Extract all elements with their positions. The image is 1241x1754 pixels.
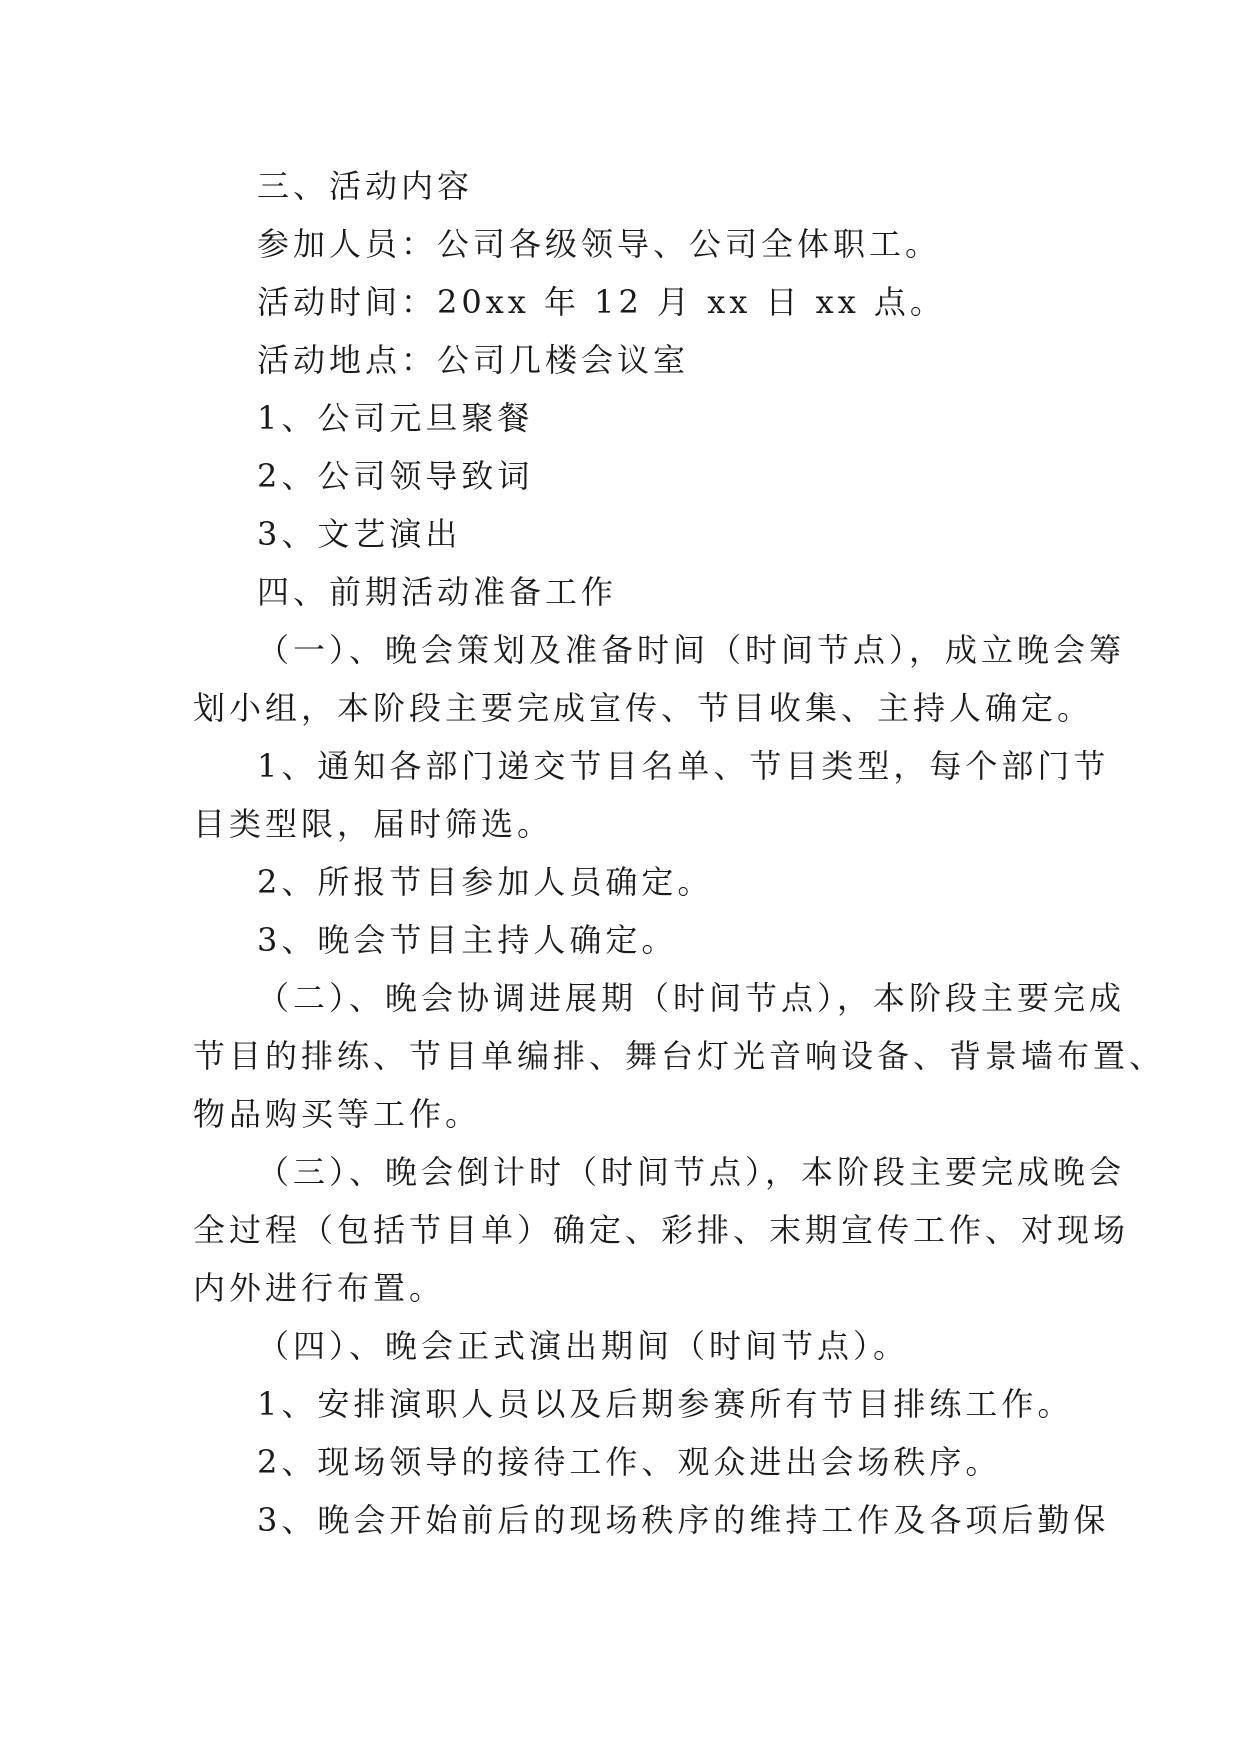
list-item: 3、晚会开始前后的现场秩序的维持工作及各项后勤保 [257,1501,1110,1539]
paragraph-line: 目类型限，届时筛选。 [193,805,554,843]
list-item: 2、所报节目参加人员确定。 [257,863,714,901]
paragraph-line: （四）、晚会正式演出期间（时间节点）。 [257,1327,910,1365]
paragraph-line: 参加人员：公司各级领导、公司全体职工。 [257,225,942,263]
list-item: 1、公司元旦聚餐 [257,399,534,437]
section-heading: 四、前期活动准备工作 [257,573,618,611]
paragraph-line: 活动地点：公司几楼会议室 [257,341,690,379]
paragraph-line: （一）、晚会策划及准备时间（时间节点），成立晚会筹 [257,631,1126,669]
list-item: 3、文艺演出 [257,515,462,553]
list-item: 1、通知各部门递交节目名单、节目类型，每个部门节 [257,747,1110,785]
paragraph-line: 活动时间：20xx 年 12 月 xx 日 xx 点。 [257,283,946,321]
paragraph-line: 内外进行布置。 [193,1269,446,1307]
section-heading: 三、活动内容 [257,167,474,205]
paragraph-line: 划小组，本阶段主要完成宣传、节目收集、主持人确定。 [193,689,1094,727]
list-item: 3、晚会节目主持人确定。 [257,921,678,959]
list-item: 1、安排演职人员以及后期参赛所有节目排练工作。 [257,1385,1074,1423]
paragraph-line: 节目的排练、节目单编排、舞台灯光音响设备、背景墙布置、 [193,1037,1166,1075]
paragraph-line: 物品购买等工作。 [193,1095,482,1133]
list-item: 2、公司领导致词 [257,457,534,495]
paragraph-line: （二）、晚会协调进展期（时间节点），本阶段主要完成 [257,979,1126,1017]
list-item: 2、现场领导的接待工作、观众进出会场秩序。 [257,1443,1002,1481]
paragraph-line: （三）、晚会倒计时（时间节点），本阶段主要完成晚会 [257,1153,1126,1191]
paragraph-line: 全过程（包括节目单）确定、彩排、末期宣传工作、对现场 [193,1211,1130,1249]
